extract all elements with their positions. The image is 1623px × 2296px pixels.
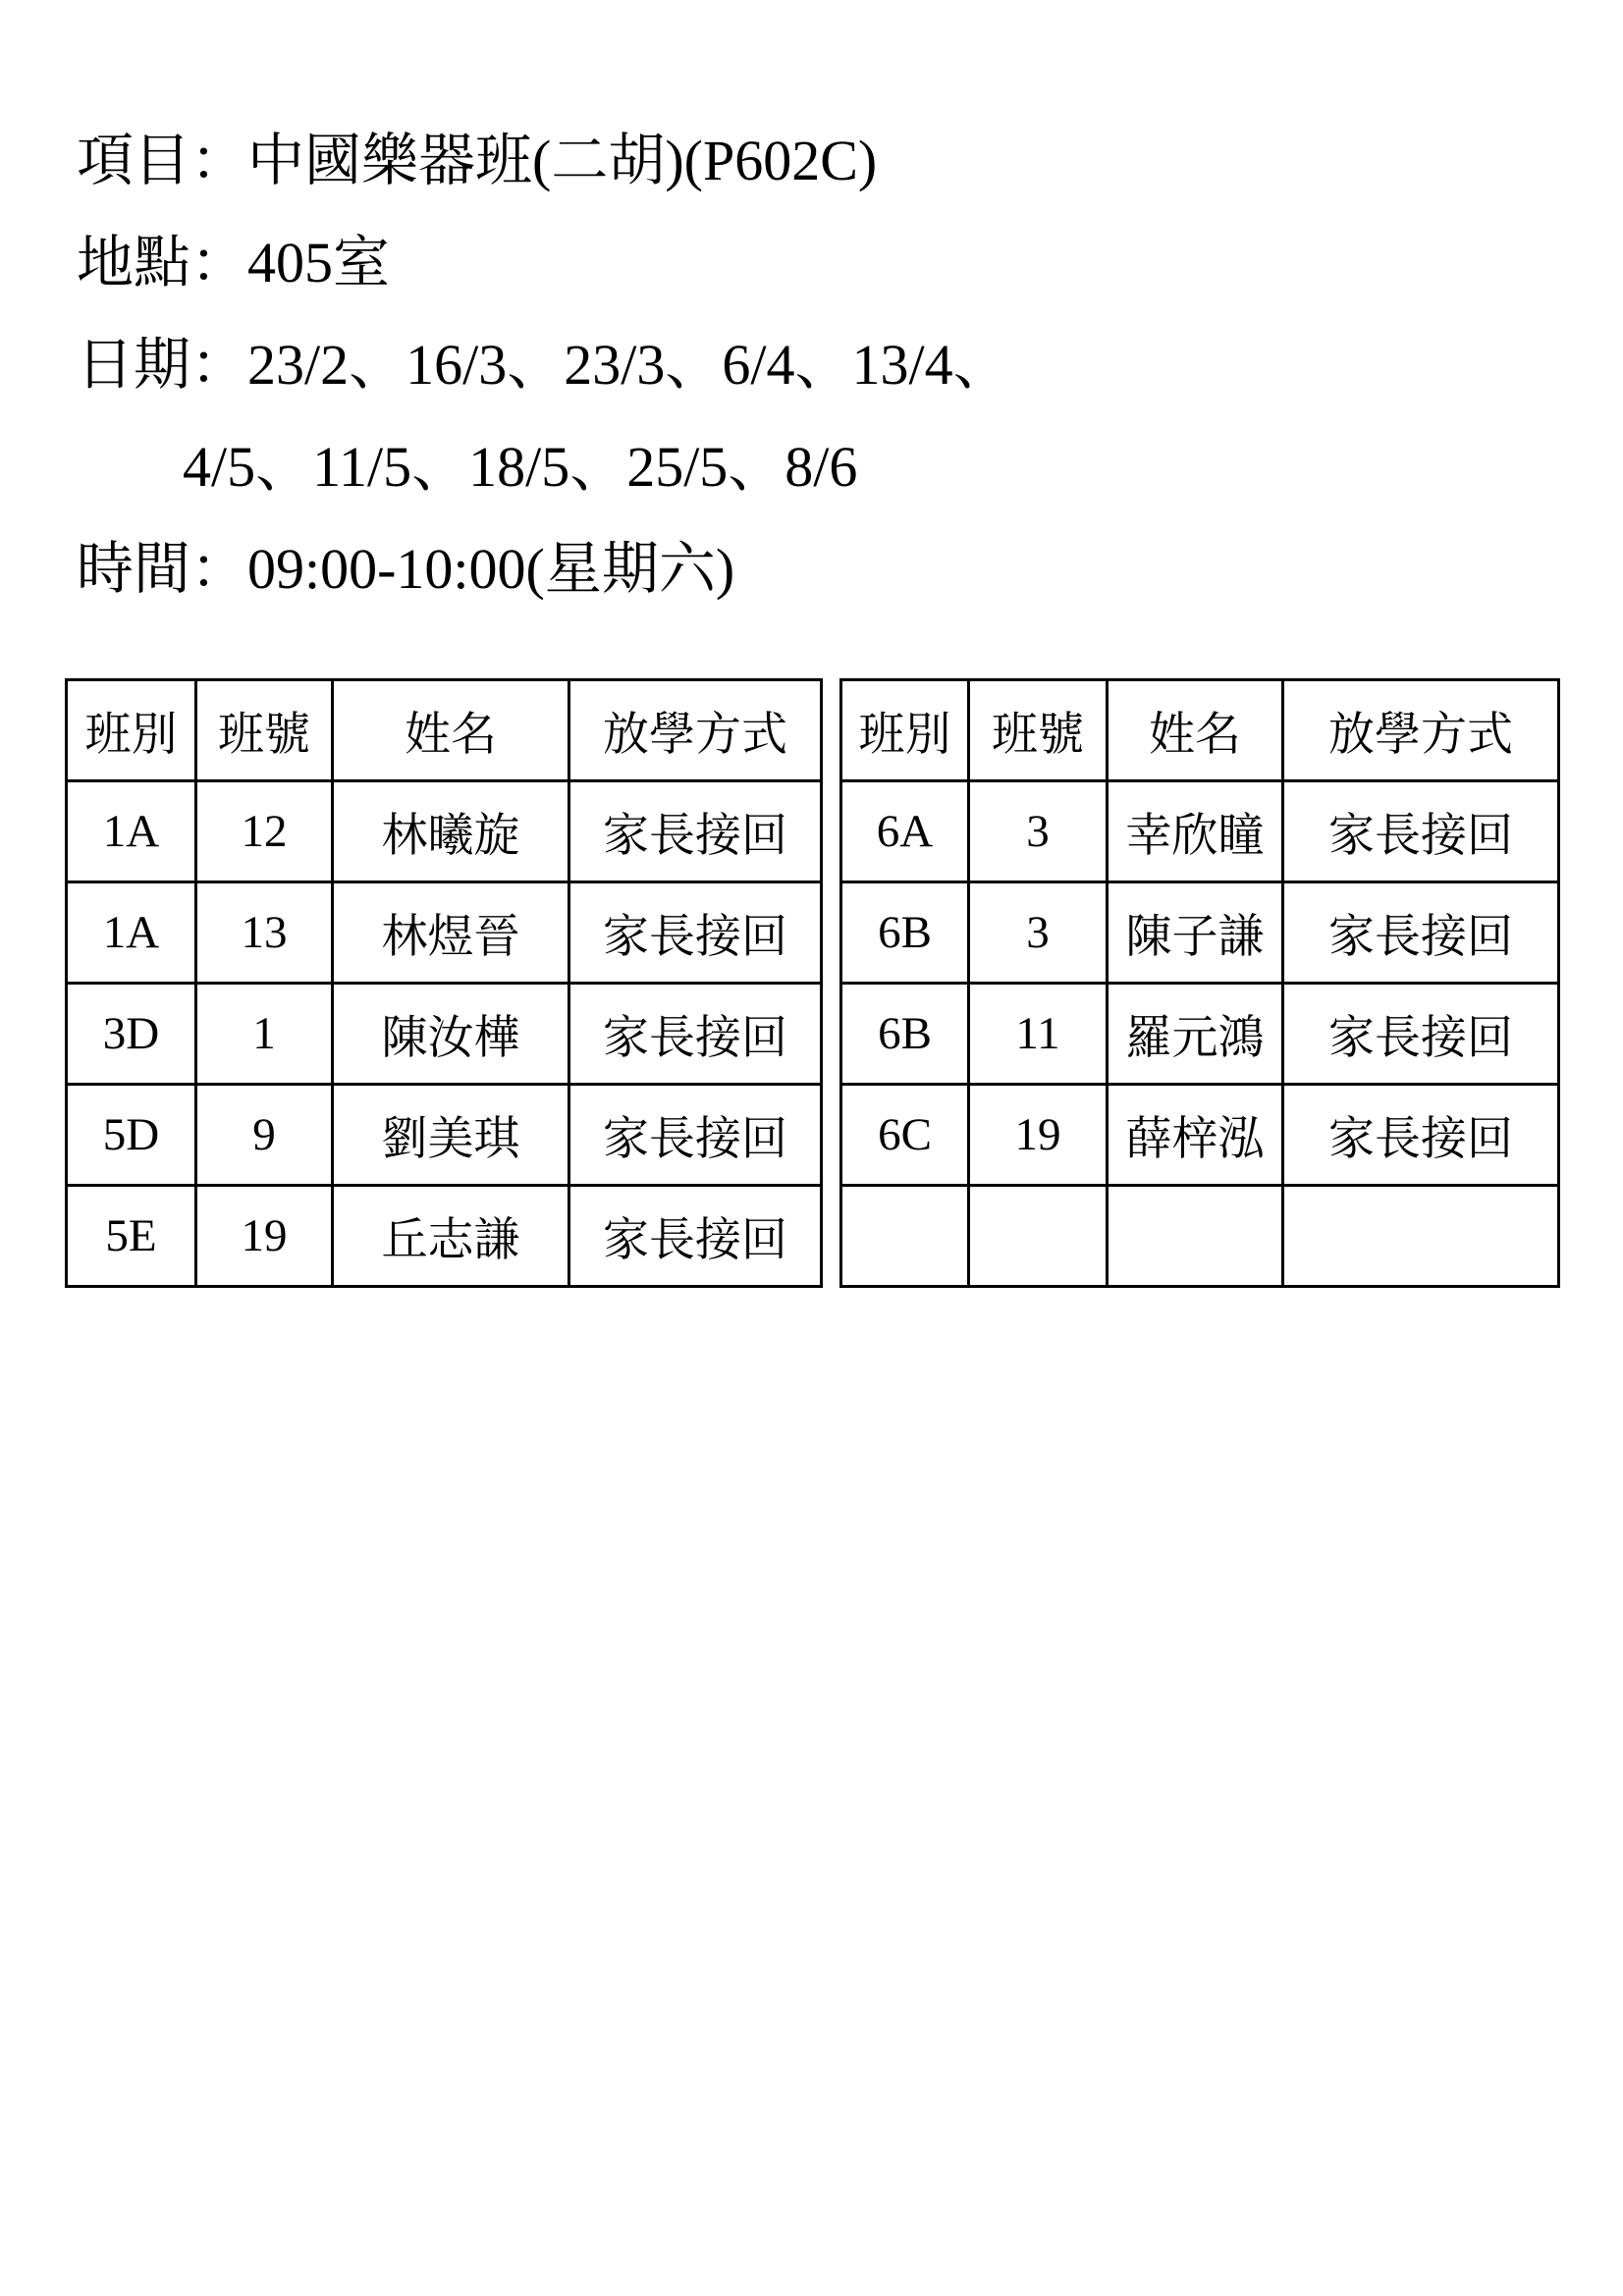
- cell-number: 1: [196, 984, 333, 1085]
- cell-class: 5D: [67, 1085, 196, 1186]
- cell-name: 幸欣瞳: [1108, 781, 1283, 882]
- cell-name: 林煜晉: [333, 882, 569, 984]
- cell-class: 6B: [841, 882, 969, 984]
- cell-class: 3D: [67, 984, 196, 1085]
- column-header-class: 班別: [67, 680, 196, 781]
- cell-dismissal: 家長接回: [1283, 882, 1559, 984]
- cell-dismissal: 家長接回: [1283, 984, 1559, 1085]
- cell-class: 6B: [841, 984, 969, 1085]
- table-row: [841, 882, 1559, 984]
- cell-name: 陳汝樺: [333, 984, 569, 1085]
- cell-dismissal: 家長接回: [569, 984, 822, 1085]
- column-header-name: 姓名: [1108, 680, 1283, 781]
- info-line-time: 時間：09:00-10:00(星期六): [77, 537, 735, 601]
- cell-dismissal: 家長接回: [569, 781, 822, 882]
- cell-number: 19: [969, 1085, 1108, 1186]
- header-row: [67, 680, 822, 781]
- table-row: [67, 882, 822, 984]
- column-header-name: 姓名: [333, 680, 569, 781]
- cell-dismissal: 家長接回: [1283, 781, 1559, 882]
- table-row: [67, 984, 822, 1085]
- column-header-class: 班別: [841, 680, 969, 781]
- cell-number: 19: [196, 1186, 333, 1287]
- cell-name: 林曦旋: [333, 781, 569, 882]
- roster-table-right: [839, 678, 1560, 1288]
- column-header-dismissal: 放學方式: [569, 680, 822, 781]
- class-info-block: [77, 110, 1010, 620]
- table-row: [67, 1085, 822, 1186]
- cell-class: 1A: [67, 781, 196, 882]
- cell-dismissal: 家長接回: [569, 882, 822, 984]
- cell-name: 羅元鴻: [1108, 984, 1283, 1085]
- cell-dismissal: 家長接回: [1283, 1085, 1559, 1186]
- cell-name: 丘志謙: [333, 1186, 569, 1287]
- table-row: [67, 781, 822, 882]
- roster-table-left: [65, 678, 823, 1288]
- column-header-dismissal: 放學方式: [1283, 680, 1559, 781]
- cell-number: 13: [196, 882, 333, 984]
- table-row: [67, 1186, 822, 1287]
- cell-number: 11: [969, 984, 1108, 1085]
- cell-name: 陳子謙: [1108, 882, 1283, 984]
- cell-dismissal: 家長接回: [569, 1186, 822, 1287]
- cell-class: 5E: [67, 1186, 196, 1287]
- cell-number: 3: [969, 882, 1108, 984]
- cell-number: 9: [196, 1085, 333, 1186]
- table-row: [841, 984, 1559, 1085]
- column-header-number: 班號: [196, 680, 333, 781]
- info-line-item: 項目：中國樂器班(二胡)(P602C): [77, 129, 878, 192]
- cell-name: [1108, 1186, 1283, 1287]
- table-row: [841, 1085, 1559, 1186]
- cell-number: [969, 1186, 1108, 1287]
- cell-number: 3: [969, 781, 1108, 882]
- cell-name: 薛梓泓: [1108, 1085, 1283, 1186]
- info-line-dates-2: 4/5、11/5、18/5、25/5、8/6: [183, 435, 858, 499]
- column-header-number: 班號: [969, 680, 1108, 781]
- cell-class: 6C: [841, 1085, 969, 1186]
- cell-dismissal: [1283, 1186, 1559, 1287]
- cell-dismissal: 家長接回: [569, 1085, 822, 1186]
- info-line-dates-1: 日期：23/2、16/3、23/3、6/4、13/4、: [77, 333, 1010, 397]
- table-row: [841, 781, 1559, 882]
- header-row: [841, 680, 1559, 781]
- table-row-empty: [841, 1186, 1559, 1287]
- cell-name: 劉美琪: [333, 1085, 569, 1186]
- info-line-location: 地點：405室: [77, 231, 391, 294]
- cell-class: 1A: [67, 882, 196, 984]
- cell-class: [841, 1186, 969, 1287]
- cell-class: 6A: [841, 781, 969, 882]
- cell-number: 12: [196, 781, 333, 882]
